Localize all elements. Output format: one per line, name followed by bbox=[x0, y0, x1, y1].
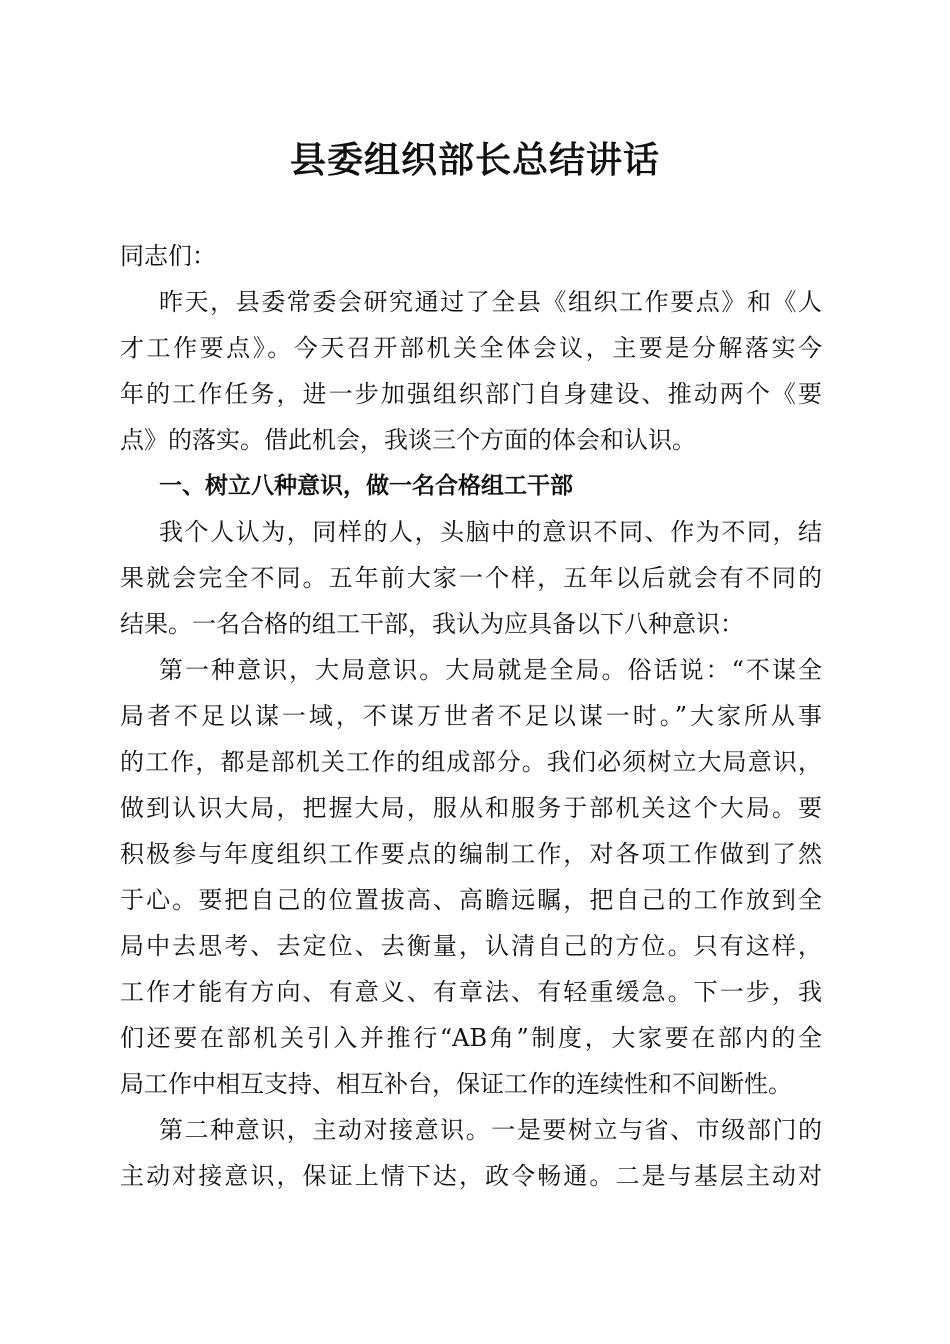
paragraph-line: 局工作中相互支持、相互补台，保证工作的连续性和不间断性。 bbox=[120, 1070, 792, 1098]
paragraph-line: 做到认识大局，把握大局，服从和服务于部机关这个大局。要 bbox=[120, 794, 822, 822]
document-title: 县委组织部长总结讲话 bbox=[289, 139, 660, 181]
section-heading: 一、树立八种意识，做一名合格组工干部 bbox=[159, 473, 573, 499]
paragraph-line: 第一种意识，大局意识。大局就是全局。俗话说：“不谋全 bbox=[159, 656, 822, 684]
paragraph-line: 果就会完全不同。五年前大家一个样，五年以后就会有不同的 bbox=[120, 564, 822, 592]
paragraph-line: 局者不足以谋一域，不谋万世者不足以谋一时。”大家所从事 bbox=[120, 702, 822, 730]
paragraph-line: 的工作，都是部机关工作的组成部分。我们必须树立大局意识， bbox=[120, 748, 822, 776]
salutation: 同志们： bbox=[120, 242, 216, 270]
paragraph-line: 积极参与年度组织工作要点的编制工作，对各项工作做到了然 bbox=[120, 840, 822, 868]
paragraph-line: 第二种意识，主动对接意识。一是要树立与省、市级部门的 bbox=[159, 1116, 822, 1144]
paragraph-line: 主动对接意识，保证上情下达，政令畅通。二是与基层主动对 bbox=[120, 1162, 822, 1190]
document-body bbox=[120, 233, 822, 1199]
paragraph-line: 们还要在部机关引入并推行“AB角”制度，大家要在部内的全 bbox=[120, 1024, 822, 1052]
paragraph-line: 点》的落实。借此机会，我谈三个方面的体会和认识。 bbox=[120, 426, 696, 454]
paragraph-line: 于心。要把自己的位置拔高、高瞻远瞩，把自己的工作放到全 bbox=[120, 886, 822, 914]
paragraph-line: 昨天，县委常委会研究通过了全县《组织工作要点》和《人 bbox=[159, 288, 822, 316]
paragraph-line: 年的工作任务，进一步加强组织部门自身建设、推动两个《要 bbox=[120, 380, 822, 408]
paragraph-line: 才工作要点》。今天召开部机关全体会议，主要是分解落实今 bbox=[120, 334, 822, 362]
paragraph-line: 局中去思考、去定位、去衡量，认清自己的方位。只有这样， bbox=[120, 932, 822, 960]
paragraph-line: 工作才能有方向、有意义、有章法、有轻重缓急。下一步，我 bbox=[120, 978, 822, 1006]
paragraph-line: 我个人认为，同样的人，头脑中的意识不同、作为不同，结 bbox=[159, 518, 822, 546]
paragraph-line: 结果。一名合格的组工干部，我认为应具备以下八种意识： bbox=[120, 610, 744, 638]
